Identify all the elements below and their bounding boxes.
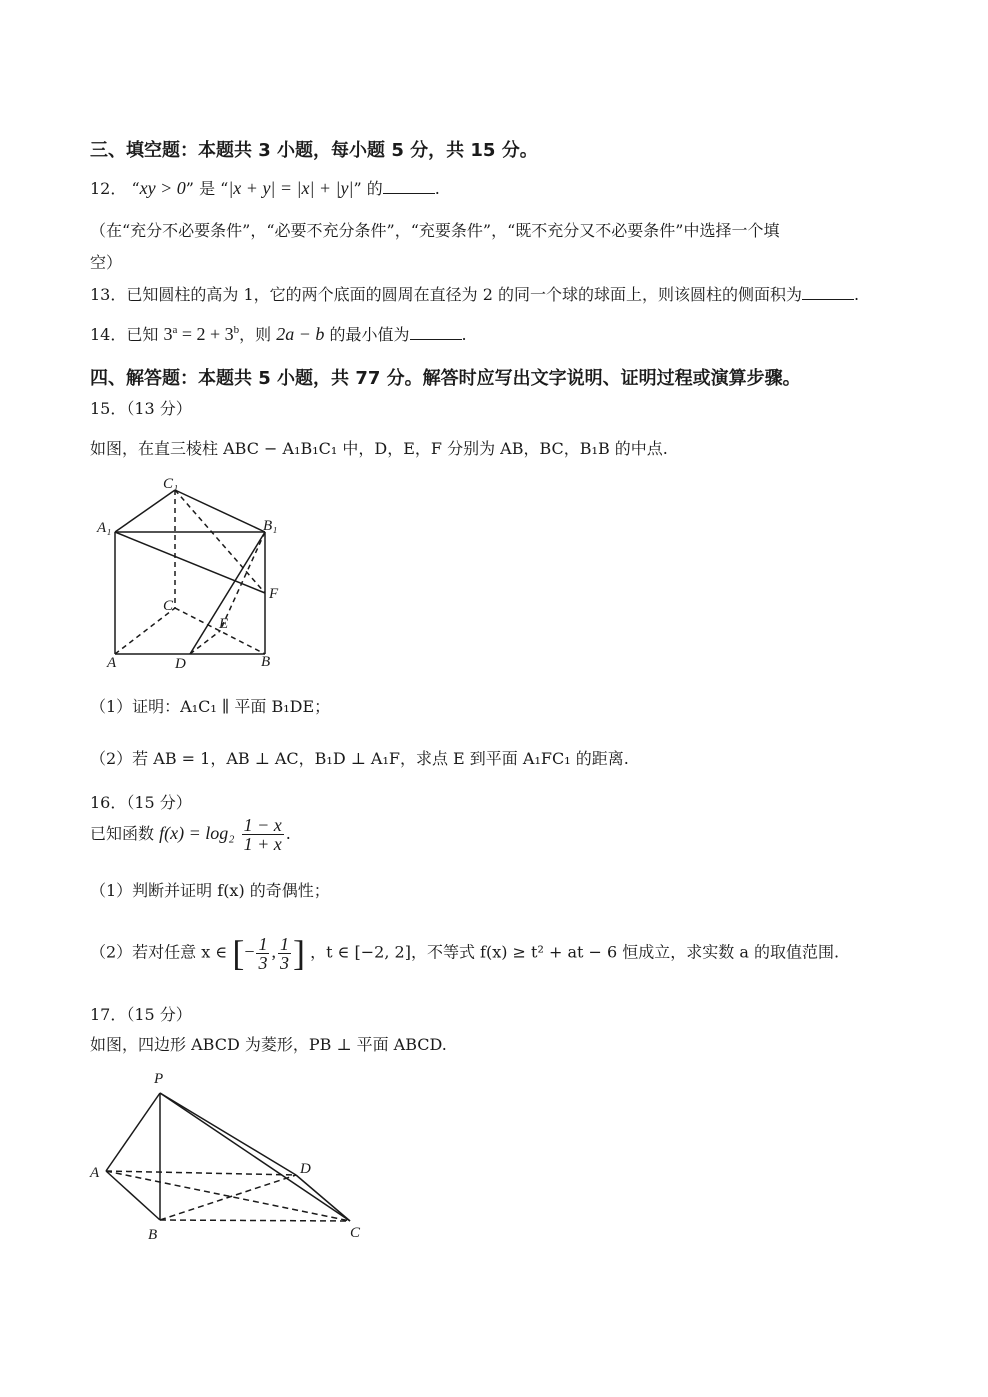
q14-prefix: 14．已知: [90, 325, 159, 344]
q16-stem: [90, 816, 291, 853]
q16-stem-prefix: 已知函数: [90, 824, 155, 843]
segment-de-hidden: [190, 631, 220, 654]
label-b1: B₁: [263, 518, 278, 534]
label-c: C: [163, 598, 174, 614]
q14-expression: 2a − b: [276, 324, 325, 344]
label-b: B: [148, 1227, 158, 1243]
q15-part-2: （2）若 AB = 1，AB ⊥ AC，B₁D ⊥ A₁F，求点 E 到平面 A₁FC₁ 的距离.: [90, 749, 629, 768]
q14-equation: [163, 324, 239, 344]
q12-note-line-2: 空）: [90, 253, 123, 272]
edge-ad-hidden: [106, 1171, 296, 1175]
q12-number: 12．: [90, 179, 127, 198]
q14-eq-exp-a: a: [172, 324, 178, 336]
q16-part-2: [90, 932, 839, 974]
q13-text: 13．已知圆柱的高为 1，它的两个底面的圆周在直径为 2 的同一个球的球面上，则该圆柱的侧面积为: [90, 285, 802, 304]
q12-shi: 是: [199, 179, 216, 198]
fraction-denominator: 3: [258, 952, 268, 973]
fraction-denominator: 1 + x: [243, 834, 282, 854]
interval-open-bracket: [: [232, 933, 245, 973]
edge-bc-hidden: [160, 1220, 350, 1221]
diagonal-bd-hidden: [160, 1175, 296, 1220]
q12-condition-2: |x + y| = |x| + |y|: [228, 178, 354, 198]
label-f: F: [269, 586, 279, 602]
segment-a1f: [115, 532, 265, 593]
q12-de: 的: [366, 179, 383, 198]
label-a1: A₁: [97, 520, 112, 536]
q14-suffix: 的最小值为: [329, 325, 410, 344]
edge-pd: [160, 1093, 296, 1175]
section-4-heading: 四、解答题：本题共 5 小题，共 77 分。解答时应写出文字说明、证明过程或演算步骤。: [90, 368, 801, 389]
q14-eq-exp-b: b: [233, 324, 240, 336]
edge-a1c1: [115, 490, 175, 532]
q17-header: 17．（15 分）: [90, 1005, 192, 1024]
q12-open-quote-2: “: [220, 179, 229, 198]
edge-pa: [106, 1093, 160, 1171]
prism-figure: [95, 472, 295, 672]
edge-ab: [106, 1171, 160, 1220]
question-14: [90, 322, 467, 345]
segment-c1f-hidden: [175, 490, 265, 593]
q12-condition-1: xy > 0: [139, 178, 186, 198]
q16-part-2-rest: ，t ∈ [−2, 2]，不等式 f(x) ≥ t² + at − 6 恒成立，求实数 a 的取值范围.: [310, 942, 840, 962]
q16-header: 16．（15 分）: [90, 793, 192, 812]
q12-close-quote-2: ”: [353, 179, 362, 198]
q17-stem: 如图，四边形 ABCD 为菱形，PB ⊥ 平面 ABCD.: [90, 1035, 447, 1054]
q16-function-fraction: [242, 816, 284, 853]
answer-blank: [410, 325, 462, 340]
label-a: A: [90, 1165, 100, 1181]
q16-stem-end: .: [285, 824, 291, 843]
answer-blank: [802, 285, 854, 300]
edge-dc: [296, 1175, 350, 1221]
interval-upper-fraction: [278, 935, 291, 972]
edge-ac-hidden: [115, 608, 175, 654]
label-e: E: [219, 616, 229, 632]
fraction-numerator: 1: [279, 933, 289, 954]
label-b: B: [261, 654, 271, 670]
q14-eq-base: 3: [163, 324, 173, 344]
q14-end: .: [461, 325, 467, 344]
q12-open-quote-1: “: [131, 179, 140, 198]
q12-note-line-1: （在“充分不必要条件”，“必要不充分条件”，“充要条件”，“既不充分又不必要条件”中选择一个填: [90, 221, 780, 240]
q15-part-1: （1）证明：A₁C₁ ∥ 平面 B₁DE；: [90, 697, 331, 716]
q16-part-1: （1）判断并证明 f(x) 的奇偶性；: [90, 881, 330, 900]
label-a: A: [107, 655, 117, 671]
q14-mid-text: ，则: [239, 325, 272, 344]
interval-close-bracket: ]: [292, 933, 305, 973]
interval-lower-fraction: [256, 935, 269, 972]
interval-comma: ,: [271, 941, 276, 962]
label-d: D: [175, 656, 186, 672]
q15-header: 15．（13 分）: [90, 399, 192, 418]
label-p: P: [154, 1071, 164, 1087]
q12-end: .: [434, 179, 440, 198]
label-c: C: [350, 1225, 361, 1241]
question-13: [90, 282, 859, 305]
fraction-denominator: 3: [279, 952, 289, 973]
q15-stem: 如图，在直三棱柱 ABC − A₁B₁C₁ 中，D，E，F 分别为 AB，BC，B₁B 的中点.: [90, 439, 668, 458]
label-d: D: [300, 1161, 311, 1177]
q12-close-quote-1: ”: [185, 179, 194, 198]
fraction-numerator: 1 − x: [243, 815, 282, 835]
pyramid-figure: [88, 1065, 378, 1245]
q13-end: .: [853, 285, 860, 304]
section-3-heading: 三、填空题：本题共 3 小题，每小题 5 分，共 15 分。: [90, 140, 538, 161]
edge-c1b1: [175, 490, 265, 532]
question-12: [90, 176, 440, 199]
minus-sign: −: [244, 941, 255, 962]
segment-b1d: [190, 532, 265, 654]
q16-function-lhs: f(x) = log₂: [159, 823, 235, 843]
q16-part-2-prefix: （2）若对任意 x ∈: [90, 942, 228, 962]
fraction-numerator: 1: [258, 933, 268, 954]
q14-eq-mid: = 2 + 3: [177, 324, 234, 344]
label-c1: C₁: [163, 476, 179, 492]
answer-blank: [383, 179, 435, 194]
